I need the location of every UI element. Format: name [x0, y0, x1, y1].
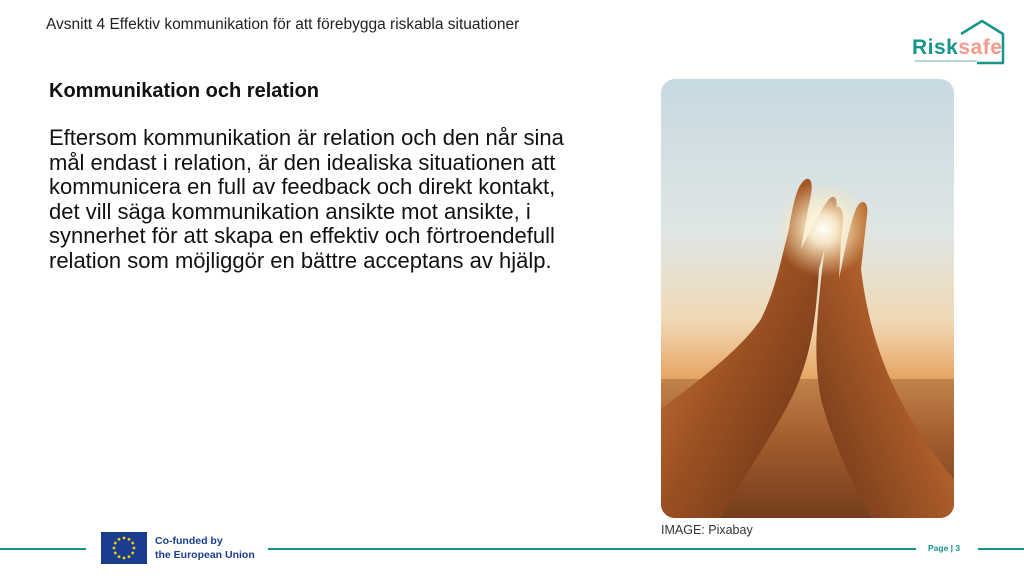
eu-flag-icon — [101, 532, 147, 564]
hands-photo-illustration — [661, 79, 954, 518]
footer-divider-middle — [268, 548, 916, 550]
eu-cofunded-label — [155, 534, 255, 562]
content-body: Eftersom kommunikation är relation och den når sina mål endast i relation, är den idealiska situationen att kommunicera en full av feedback och direkt kontakt, det vill säga kommunikation ansikte mot ansikte, i synnerhet för att skapa en effektiv och förtroendefull relation som möjliggör en bättre acceptans av hjälp. — [49, 125, 564, 273]
logo-safe: safe — [958, 36, 1003, 59]
logo-wordmark — [912, 36, 1002, 60]
risksafe-logo — [907, 18, 1007, 70]
image-caption: IMAGE: Pixabay — [661, 523, 753, 537]
logo-risk: Risk — [912, 36, 959, 59]
footer-divider-left — [0, 548, 86, 550]
content-heading: Kommunikation och relation — [49, 80, 320, 102]
logo-tagline — [915, 60, 977, 62]
eu-line-1: Co-funded by — [155, 535, 223, 547]
eu-line-2: the European Union — [155, 549, 255, 561]
footer-divider-right — [978, 548, 1024, 550]
section-title: Avsnitt 4 Effektiv kommunikation för att förebygga riskabla situationer — [46, 16, 520, 33]
hands-sunset-photo — [661, 79, 954, 518]
eu-stars-icon — [101, 532, 147, 564]
page-number: Page | 3 — [928, 543, 961, 553]
